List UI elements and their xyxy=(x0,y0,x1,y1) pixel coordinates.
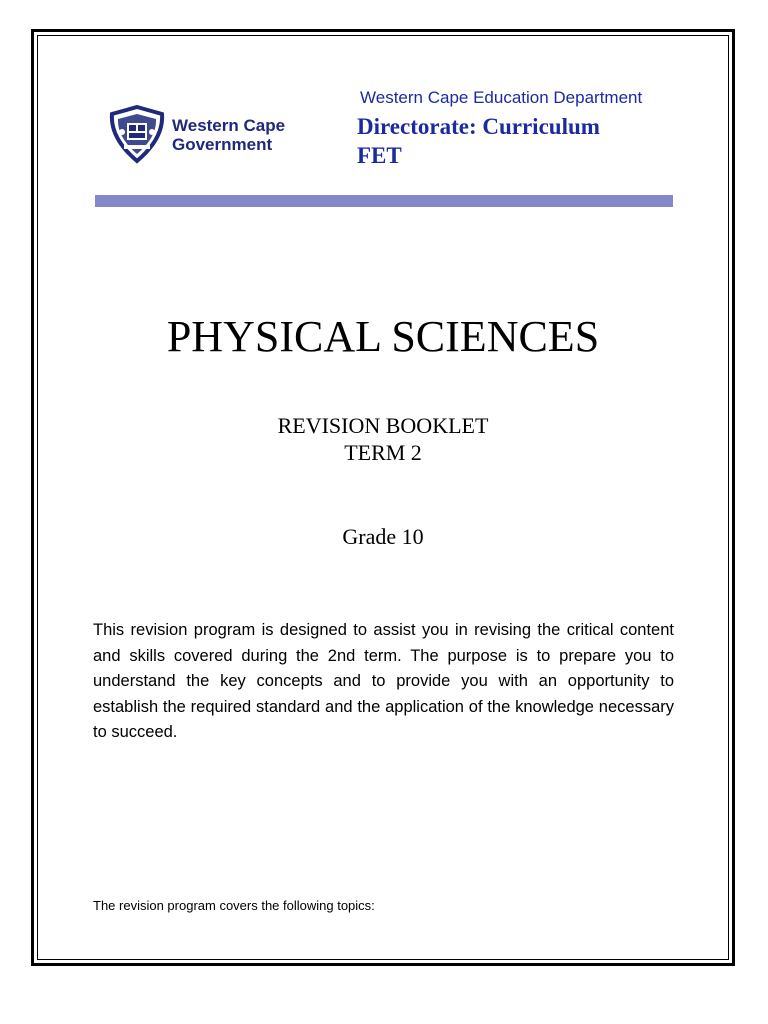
booklet-label: REVISION BOOKLET xyxy=(277,413,489,438)
intro-paragraph: This revision program is designed to assist you in revising the critical content and skills covered during the 2nd term. The purpose is to prepare you to understand the key concepts and to provide you with an opportunity to establish the required standard and the application of the knowledge necessary to succeed. xyxy=(93,621,674,741)
page-border-inner xyxy=(37,35,729,960)
page-title: PHYSICAL SCIENCES xyxy=(166,312,600,361)
department-name: Western Cape Education Department xyxy=(360,88,643,107)
directorate-label: Directorate: Curriculum xyxy=(357,114,600,139)
booklet-subtitle xyxy=(37,412,729,466)
coat-of-arms-emblem-icon xyxy=(106,104,168,164)
logo-line-2: Government xyxy=(172,135,273,154)
logo-wordmark xyxy=(172,116,285,154)
logo-line-1: Western Cape xyxy=(172,116,286,135)
directorate-heading xyxy=(357,112,600,170)
phase-label: FET xyxy=(357,143,402,168)
term-label: TERM 2 xyxy=(344,440,422,465)
header-divider-bar xyxy=(95,195,673,207)
grade-label: Grade 10 xyxy=(342,524,424,549)
topics-note: The revision program covers the following topics: xyxy=(93,898,375,913)
western-cape-government-logo xyxy=(106,104,316,164)
